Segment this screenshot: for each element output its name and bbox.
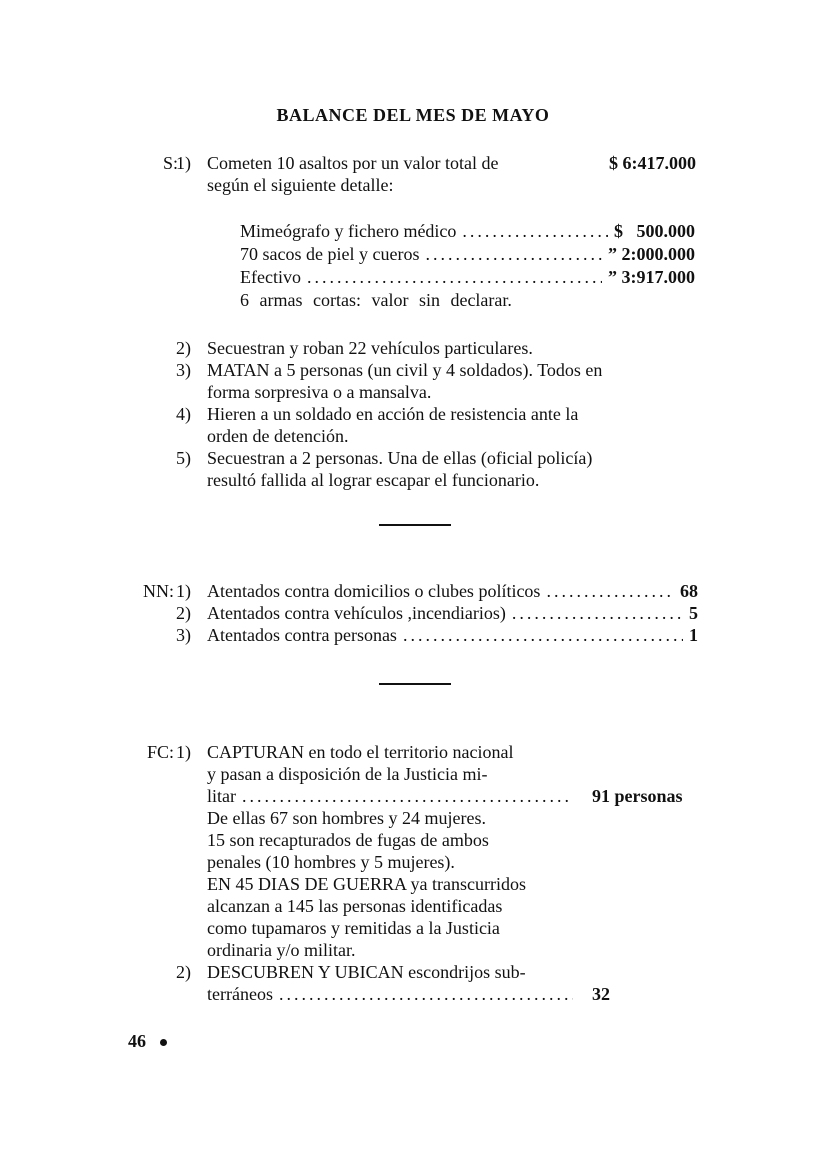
list-item: 1) CAPTURAN en todo el territorio nacional [176,742,514,762]
arms-note: 6 armas cortas: valor sin declarar. [240,290,512,310]
list-item: 2) Atentados contra vehículos ,incendiarios) ..... 5 [176,602,698,624]
detail-row: Efectivo ..... ” 3:917.000 [240,266,695,288]
section-fc-prefix: FC: [146,742,174,762]
list-item: 2) Secuestran y roban 22 vehículos particulares. [176,338,533,358]
list-item: 5) Secuestran a 2 personas. Una de ellas (oficial policía) [176,448,593,468]
s-item-1-line-2: según el siguiente detalle: [207,175,394,195]
section-nn [176,580,698,646]
hideouts-count: 32 [592,984,610,1004]
s-items-list: 2) Secuestran y roban 22 vehículos particulares. 3) MATAN a 5 personas (un civil y 4 soldados). Todos en forma sorpresiva o a mansalva. 4) Hieren a un soldado en acción de resistencia ante la orden de detención. 5) Secuestran a 2 personas. Una de ellas (oficial policía) resultó fallida al lograr escapar el funcionario. [176,337,706,491]
bullet-icon [160,1039,167,1046]
section-divider [379,683,451,685]
section-s-prefix: S: [162,153,178,173]
list-item: 1) Atentados contra domicilios o clubes políticos ..... 68 [176,580,698,602]
list-item: 4) Hieren a un soldado en acción de resistencia ante la [176,404,579,424]
section-fc: 1) CAPTURAN en todo el territorio nacional y pasan a disposición de la Justicia mi- litar ..... 91 personas De ellas 67 son hombres y 24 mujeres. 15 son recapturados de fugas de ambos penales (10 hombres y 5 mujeres). EN 45 DIAS DE GUERRA ya transcurridos alcanzan a 145 las personas identificadas como tupamaros y remitidas a la Justicia ordinaria y/o militar. 2) DESCUBREN Y UBICAN escondrijos sub- terráneos ..... 32 [176,741,698,1005]
list-item: 2) DESCUBREN Y UBICAN escondrijos sub- [176,962,526,982]
list-item: 3) Atentados contra personas ..... 1 [176,624,698,646]
s-item-1-line-1: 1) Cometen 10 asaltos por un valor total de $ 6:417.000 [176,153,696,173]
captured-count: 91 personas [592,786,683,806]
detail-row: Mimeógrafo y fichero médico ..... $ 500.000 [240,220,695,242]
section-divider [379,524,451,526]
page-footer [128,1030,167,1052]
detail-row: 70 sacos de piel y cueros ..... ” 2:000.000 [240,243,695,265]
list-item: 3) MATAN a 5 personas (un civil y 4 soldados). Todos en [176,360,603,380]
section-nn-prefix: NN: [143,581,174,601]
page-title: BALANCE DEL MES DE MAYO [276,105,550,125]
page-number: 46 [128,1031,146,1051]
s-total-value: $ 6:417.000 [609,153,696,173]
